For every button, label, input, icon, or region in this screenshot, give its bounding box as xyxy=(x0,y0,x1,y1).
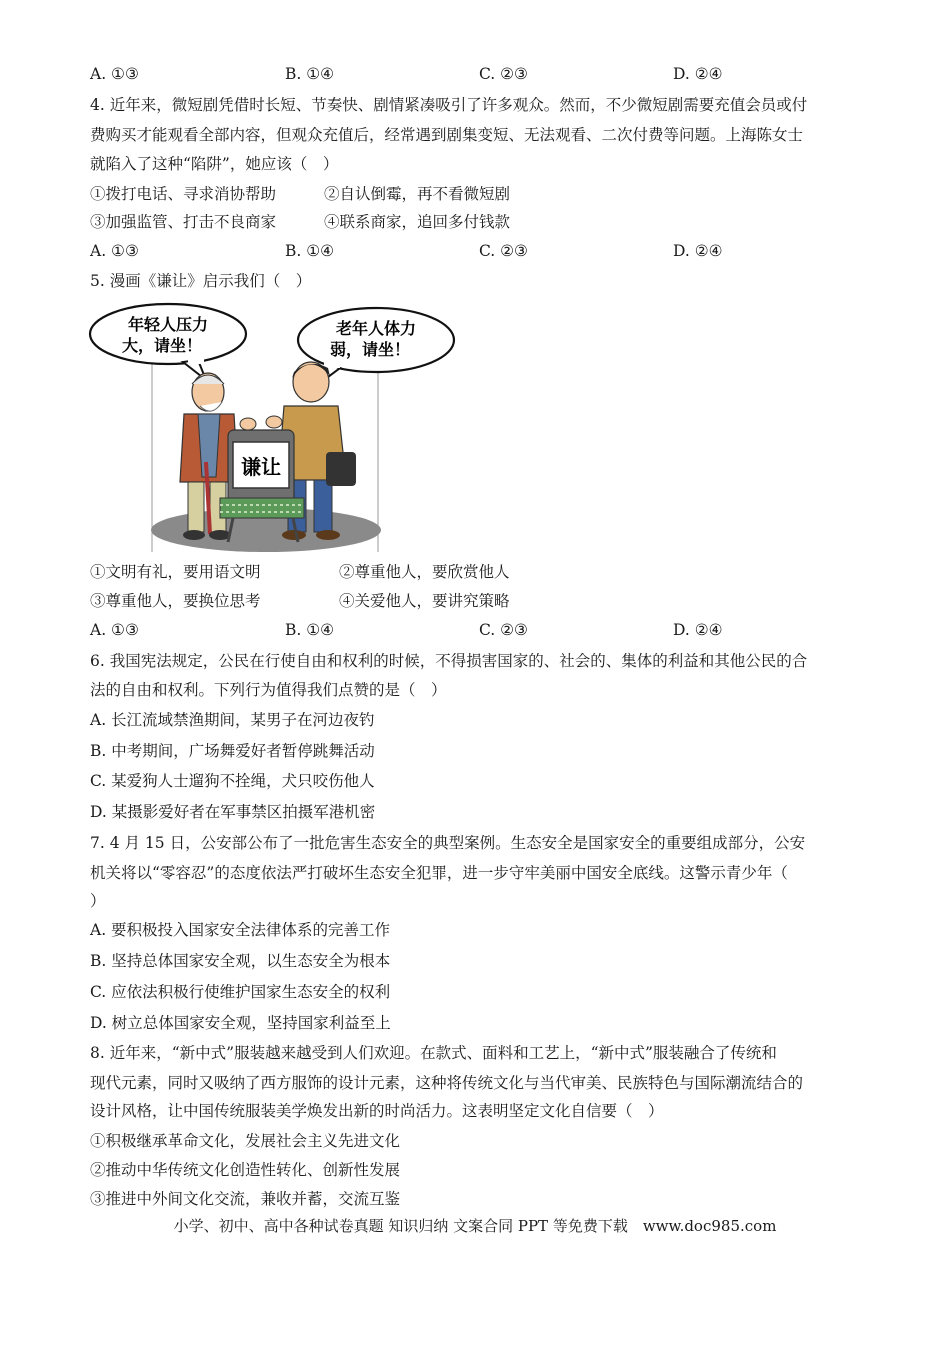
q5-option-c: C. ②③ xyxy=(479,621,528,639)
q5-stem: 5. 漫画《谦让》启示我们（ ） xyxy=(90,272,312,290)
q7-stem-line: 7. 4 月 15 日，公安部公布了一批危害生态安全的典型案例。生态安全是国家安全的重要组成部分，公安 xyxy=(90,834,806,852)
q3-options xyxy=(90,64,870,84)
q7-option-a: A. 要积极投入国家安全法律体系的完善工作 xyxy=(90,921,391,939)
q4-item-1: ①拨打电话、寻求消协帮助 xyxy=(90,185,277,203)
q5-item-3: ③尊重他人，要换位思考 xyxy=(90,592,261,610)
bubble-left-line2: 大，请坐！ xyxy=(121,336,203,355)
q8-stem-line: 8. 近年来，“新中式”服装越来越受到人们欢迎。在款式、面料和工艺上，“新中式”服装融合了传统和 xyxy=(90,1044,777,1062)
page-footer: 小学、初中、高中各种试卷真题 知识归纳 文案合同 PPT 等免费下载 www.doc985.com xyxy=(173,1217,777,1235)
q6-option-c: C. 某爱狗人士遛狗不拴绳，犬只咬伤他人 xyxy=(90,772,375,790)
q8-item-1: ①积极继承革命文化，发展社会主义先进文化 xyxy=(90,1132,401,1150)
q4-option-c: C. ②③ xyxy=(479,242,528,260)
q5-items-row xyxy=(90,562,870,582)
q7-stem-line: ） xyxy=(90,892,106,910)
q4-option-d: D. ②④ xyxy=(673,242,723,260)
q8-stem-line: 设计风格，让中国传统服装美学焕发出新的时尚活力。这表明坚定文化自信要（ ） xyxy=(90,1102,664,1120)
q7-stem-line: 机关将以“零容忍”的态度依法严打破坏生态安全犯罪，进一步守牢美丽中国安全底线。这警示青少年（ xyxy=(90,864,788,882)
q6-stem-line: 6. 我国宪法规定，公民在行使自由和权利的时候，不得损害国家的、社会的、集体的利益和其他公民的合 xyxy=(90,652,808,670)
q7-option-b: B. 坚持总体国家安全观，以生态安全为根本 xyxy=(90,952,391,970)
q8-item-3: ③推进中外间文化交流，兼收并蓄，交流互鉴 xyxy=(90,1190,401,1208)
speech-bubble-left xyxy=(90,304,246,380)
q6-option-a: A. 长江流域禁渔期间，某男子在河边夜钓 xyxy=(90,711,375,729)
q8-item-2: ②推动中华传统文化创造性转化、创新性发展 xyxy=(90,1161,401,1179)
q5-option-d: D. ②④ xyxy=(673,621,723,639)
q4-options xyxy=(90,241,870,261)
q3-option-c: C. ②③ xyxy=(479,65,528,83)
q5-option-a: A. ①③ xyxy=(90,621,139,639)
q5-options xyxy=(90,620,870,640)
q5-option-b: B. ①④ xyxy=(285,621,335,639)
q6-stem-line: 法的自由和权利。下列行为值得我们点赞的是（ ） xyxy=(90,681,447,699)
q5-items-row xyxy=(90,591,870,611)
q4-stem-line: 就陷入了这种“陷阱”，她应该（ ） xyxy=(90,155,339,173)
cartoon-modesty xyxy=(88,302,458,554)
seat-sign-text: 谦让 xyxy=(241,455,281,479)
q4-items-row xyxy=(90,184,870,204)
q3-option-d: D. ②④ xyxy=(673,65,723,83)
q7-option-d: D. 树立总体国家安全观，坚持国家利益至上 xyxy=(90,1014,391,1032)
q3-option-a: A. ①③ xyxy=(90,65,139,83)
q4-stem-line: 费购买才能观看全部内容，但观众充值后，经常遇到剧集变短、无法观看、二次付费等问题。上海陈女士 xyxy=(90,126,804,144)
bubble-left-line1: 年轻人压力 xyxy=(127,315,209,334)
q6-option-d: D. 某摄影爱好者在军事禁区拍摄军港机密 xyxy=(90,803,376,821)
q8-stem-line: 现代元素，同时又吸纳了西方服饰的设计元素，这种将传统文化与当代审美、民族特色与国际潮流结合的 xyxy=(90,1074,804,1092)
q5-item-2: ②尊重他人，要欣赏他人 xyxy=(339,563,510,581)
q3-option-b: B. ①④ xyxy=(285,65,335,83)
q6-option-b: B. 中考期间，广场舞爱好者暂停跳舞活动 xyxy=(90,742,375,760)
q4-stem-line: 4. 近年来，微短剧凭借时长短、节奏快、剧情紧凑吸引了许多观众。然而，不少微短剧需要充值会员或付 xyxy=(90,96,808,114)
q4-option-b: B. ①④ xyxy=(285,242,335,260)
q7-option-c: C. 应依法积极行使维护国家生态安全的权利 xyxy=(90,983,391,1001)
q5-item-1: ①文明有礼，要用语文明 xyxy=(90,563,261,581)
q4-item-2: ②自认倒霉，再不看微短剧 xyxy=(324,185,511,203)
q5-item-4: ④关爱他人，要讲究策略 xyxy=(339,592,510,610)
q4-item-3: ③加强监管、打击不良商家 xyxy=(90,213,277,231)
q4-item-4: ④联系商家，追回多付钱款 xyxy=(324,213,511,231)
q4-option-a: A. ①③ xyxy=(90,242,139,260)
q4-items-row xyxy=(90,212,870,232)
bubble-right-line1: 老年人体力 xyxy=(335,319,417,338)
bubble-right-line2: 弱，请坐！ xyxy=(329,340,411,359)
